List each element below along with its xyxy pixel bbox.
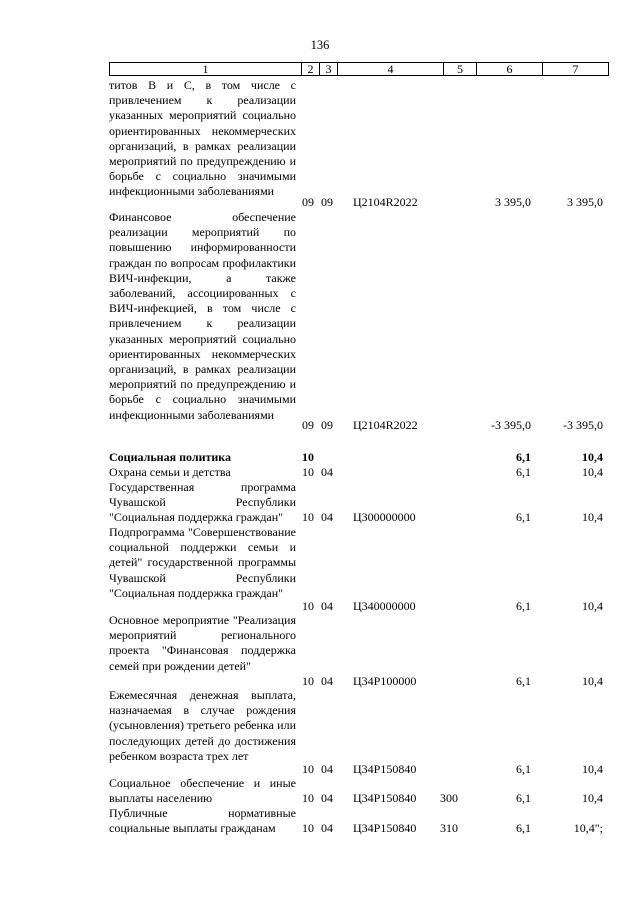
target-article-code: Ц340000000: [353, 599, 416, 613]
subsection-code: 04: [321, 791, 333, 805]
amount-col-7: 10,4: [582, 599, 603, 613]
amount-col-7: 3 395,0: [567, 195, 603, 209]
header-col-4: 4: [337, 63, 443, 75]
table-row: [109, 613, 609, 689]
row-codes: [109, 418, 609, 433]
row-codes: [109, 599, 609, 614]
target-article-code: Ц34P150840: [353, 791, 417, 805]
subsection-code: 04: [321, 674, 333, 688]
subsection-code: 04: [321, 821, 333, 835]
subsection-code: 09: [321, 195, 333, 209]
table-row: [109, 210, 609, 435]
row-description: титов В и С, в том числе с привлечением к реализации указанных мероприятий социально ориентированных некоммерческих организаций, в рамках реализации мероприятий по предупреждению и борьбе с социально значимыми инфекционными заболеваниями: [109, 78, 296, 199]
subsection-code: 04: [321, 465, 333, 479]
row-codes: [109, 762, 609, 777]
section-code: 10: [302, 762, 314, 776]
section-code: 10: [302, 791, 314, 805]
section-code: 10: [302, 599, 314, 613]
table-row: [109, 480, 609, 526]
row-description: Финансовое обеспечение реализации мероприятий по повышению информированности граждан по вопросам профилактики ВИЧ-инфекции, а также заболеваний, ассоциированных с ВИЧ-инфекцией, в том числе с привлечением к реализации указанных мероприятий социально ориентированных некоммерческих организаций, в рамках реализации мероприятий по предупреждению и борьбе с социально значимыми инфекционными заболеваниями: [109, 210, 296, 422]
subsection-code: 04: [321, 762, 333, 776]
row-codes: [109, 195, 609, 210]
amount-col-6: 6,1: [516, 762, 531, 776]
amount-col-6: 6,1: [516, 450, 531, 464]
row-codes: [109, 465, 609, 480]
amount-col-7: 10,4: [582, 762, 603, 776]
page-number: 136: [310, 38, 330, 52]
target-article-code: Ц34P150840: [353, 821, 417, 835]
table-row: [109, 450, 609, 466]
row-codes: [109, 791, 609, 806]
section-code: 09: [302, 418, 314, 432]
target-article-code: Ц300000000: [353, 510, 416, 524]
table-row: [109, 78, 609, 215]
header-col-1: 1: [202, 62, 209, 76]
section-code: 09: [302, 195, 314, 209]
row-codes: [109, 450, 609, 465]
table-row: [109, 525, 609, 616]
header-col-7: 7: [542, 63, 608, 75]
row-description: Социальное обеспечение и иные выплаты населению: [109, 776, 296, 806]
table-row: [109, 776, 609, 807]
row-codes: [109, 510, 609, 525]
section-code: 10: [302, 510, 314, 524]
table-row: [109, 688, 609, 779]
target-article-code: Ц34P150840: [353, 762, 417, 776]
amount-col-6: 6,1: [516, 465, 531, 479]
table-row: [109, 465, 609, 481]
row-description: Подпрограмма "Совершенствование социальной поддержки семьи и детей" государственной программы Чувашской Республики "Социальная поддержка граждан": [109, 525, 296, 600]
subsection-code: 04: [321, 510, 333, 524]
row-description: Государственная программа Чувашской Республики "Социальная поддержка граждан": [109, 480, 296, 525]
amount-col-7: 10,4: [582, 465, 603, 479]
amount-col-7: 10,4: [582, 674, 603, 688]
row-description: Ежемесячная денежная выплата, назначаемая в случае рождения (усыновления) третьего ребенка или последующих детей до достижения ребенком возраста трех лет: [109, 688, 296, 763]
header-col-6: 6: [476, 63, 542, 75]
expense-type-code: 310: [440, 821, 458, 835]
target-article-code: Ц2104R2022: [353, 195, 418, 209]
amount-col-7: 10,4: [582, 510, 603, 524]
amount-col-6: 6,1: [516, 821, 531, 835]
target-article-code: Ц34P100000: [353, 674, 417, 688]
amount-col-6: 3 395,0: [495, 195, 531, 209]
row-description: Охрана семьи и детства: [109, 465, 231, 479]
header-col-3: 3: [319, 63, 337, 75]
header-col-2: 2: [301, 63, 319, 75]
row-description: Основное мероприятие "Реализация мероприятий регионального проекта "Финансовая поддержка семей при рождении детей": [109, 613, 296, 673]
table-header: [109, 62, 609, 76]
section-code: 10: [302, 465, 314, 479]
header-col-5: 5: [443, 63, 476, 75]
row-description: Публичные нормативные социальные выплаты гражданам: [109, 806, 296, 836]
subsection-code: 04: [321, 599, 333, 613]
section-code: 10: [302, 674, 314, 688]
expense-type-code: 300: [440, 791, 458, 805]
row-codes: [109, 674, 609, 689]
amount-col-6: -3 395,0: [491, 418, 531, 432]
row-description: Социальная политика: [109, 450, 232, 464]
amount-col-7: -3 395,0: [563, 418, 603, 432]
subsection-code: 09: [321, 418, 333, 432]
amount-col-6: 6,1: [516, 599, 531, 613]
amount-col-7: 10,4: [582, 450, 603, 464]
amount-col-6: 6,1: [516, 791, 531, 805]
row-codes: [109, 821, 609, 836]
section-code: 10: [302, 821, 314, 835]
amount-col-6: 6,1: [516, 510, 531, 524]
table-row: [109, 806, 609, 837]
section-code: 10: [302, 450, 314, 464]
target-article-code: Ц2104R2022: [353, 418, 418, 432]
amount-col-7: 10,4";: [573, 821, 603, 835]
amount-col-7: 10,4: [582, 791, 603, 805]
amount-col-6: 6,1: [516, 674, 531, 688]
